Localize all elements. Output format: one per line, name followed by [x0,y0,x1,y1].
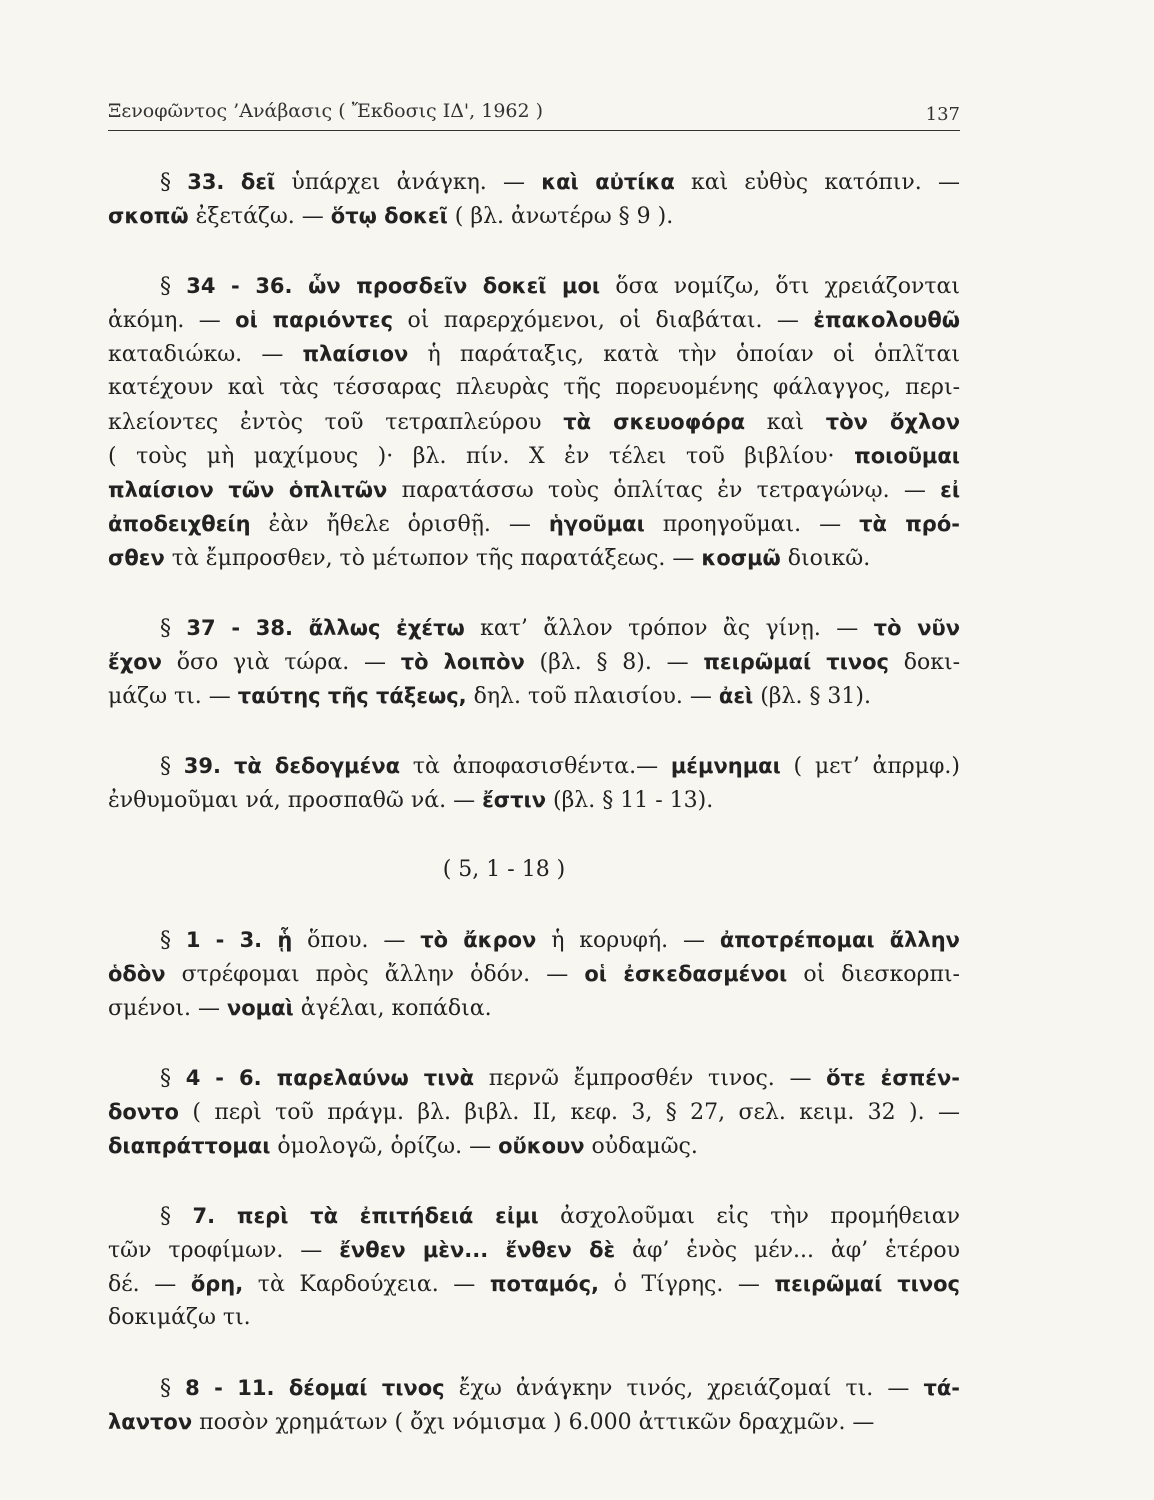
gloss-text: ἀσχολοῦμαι εἰς τὴν προμήθειαν [538,1204,961,1229]
lemma-bold: ὅτῳ δοκεῖ [330,204,448,228]
page-number: 137 [925,104,960,125]
gloss-text: ἀφ’ ἑνὸς μέν... ἀφ’ ἑτέρου [615,1238,960,1263]
gloss-text: ὑπάρχει ἀνάγκη. — [275,170,542,195]
gloss-text: ἀκόμη. — [108,308,236,333]
text-line [108,679,960,713]
gloss-text: ὅσα νομίζω, ὅτι χρειάζονται [600,274,960,299]
text-line [108,405,960,439]
text-line [108,1233,960,1267]
gloss-text: ἀγέλαι, κοπάδια. [293,996,492,1021]
gloss-text: τὰ ἀποφασισθέντα.— [400,754,671,779]
lemma-bold: ἐπακολουθῶ [813,308,960,332]
lemma-bold: 34 - 36. ὧν προσδεῖν δοκεῖ μοι [186,274,601,298]
lemma-bold: σθεν [108,546,165,570]
lemma-bold: ἀποτρέπομαι ἄλλην [719,928,960,952]
lemma-bold: ἀποδειχθείη [108,512,251,536]
gloss-text: § [160,928,186,953]
text-line [108,1301,960,1335]
gloss-text: μάζω τι. — [108,684,238,709]
gloss-text: ( περὶ τοῦ πράγμ. βλ. βιβλ. ΙΙ, κεφ. 3, § 27, σελ. κειμ. 32 ). — [179,1100,960,1125]
lemma-bold: διαπράττομαι [108,1134,271,1158]
lemma-bold: τὸ λοιπὸν [400,650,525,674]
paragraph [108,1199,960,1335]
lemma-bold: τὰ πρό- [859,512,960,536]
paragraph [108,1061,960,1163]
running-header [108,96,960,131]
paragraph [108,1371,960,1439]
lemma-bold: ἀεὶ [718,684,754,708]
lemma-bold: πλαίσιον τῶν ὁπλιτῶν [108,478,388,502]
gloss-text: δοκιμάζω τι. [108,1305,251,1330]
paragraph [108,923,960,1025]
lemma-bold: ποταμός, [489,1272,600,1296]
gloss-text: παρατάσσω τοὺς ὁπλίτας ἐν τετραγώνῳ. — [387,478,941,503]
gloss-text: προηγοῦμαι. — [644,512,860,537]
page-body [108,165,960,1475]
text-line [108,439,960,473]
lemma-bold: 37 - 38. ἄλλως ἐχέτω [186,616,465,640]
gloss-text: οἱ παρερχόμενοι, οἱ διαβάται. — [393,308,814,333]
gloss-text: § [160,1066,186,1091]
gloss-text: ( βλ. ἀνωτέρω § 9 ). [447,204,674,229]
gloss-text: § [160,274,187,299]
text-line [108,1267,960,1301]
lemma-bold: ὁδὸν [108,962,166,986]
text-line [108,1405,960,1439]
lemma-bold: κοσμῶ [701,546,781,570]
lemma-bold: οὔκουν [498,1134,585,1158]
gloss-text: κατέχουν καὶ τὰς τέσσαρας πλευρὰς τῆς πορευομένης φάλαγγος, περι- [108,375,960,400]
gloss-text: καὶ [745,410,826,435]
gloss-text: § [160,616,187,641]
lemma-bold: πειρῶμαί τινος [774,1272,960,1296]
lemma-bold: ὅτε ἐσπέν- [826,1066,961,1090]
text-line [108,1129,960,1163]
gloss-text: στρέφομαι πρὸς ἄλλην ὁδόν. — [165,962,585,987]
gloss-text: ἐξετάζω. — [188,204,331,229]
text-line [108,199,960,233]
section-heading: ( 5, 1 - 18 ) [442,857,566,882]
lemma-bold: δοντο [108,1100,179,1124]
text-line [108,957,960,991]
lemma-bold: τὸ ἄκρον [420,928,537,952]
lemma-bold: 4 - 6. παρελαύνω τινὰ [185,1066,475,1090]
lemma-bold: 33. δεῖ [187,170,276,194]
gloss-text: καὶ εὐθὺς κατόπιν. — [674,170,961,195]
text-line [108,611,960,645]
lemma-bold: ἔχον [108,650,162,674]
gloss-text: κατ’ ἄλλον τρόπον ἂς γίνῃ. — [464,616,874,641]
gloss-text: ἔχω ἀνάγκην τινός, χρειάζομαί τι. — [444,1376,924,1401]
text-line [108,1199,960,1233]
gloss-text: ἡ κορυφή. — [536,928,720,953]
gloss-text: καταδιώκω. — [108,342,303,367]
gloss-text: ἡ παράταξις, κατὰ τὴν ὁποίαν οἱ ὁπλῖται [408,342,960,367]
text-line [108,303,960,337]
gloss-text: τῶν τροφίμων. — [108,1238,340,1263]
text-line [108,541,960,575]
lemma-bold: λαντον [108,1410,193,1434]
paragraph [108,269,960,575]
header-title: Ξενοφῶντος ’Ανάβασις ( Ἔκδοσις ΙΔ', 1962 ) [108,100,544,122]
commentary-block-2 [108,923,960,1475]
gloss-text: ὅπου. — [292,928,421,953]
paragraph [108,749,960,817]
lemma-bold: τὸν ὄχλον [825,410,961,434]
text-line [108,1095,960,1129]
gloss-text: ὁμολογῶ, ὁρίζω. — [270,1134,499,1159]
lemma-bold: ἔνθεν μὲν... ἔνθεν δὲ [339,1238,616,1262]
lemma-bold: σκοπῶ [108,204,189,228]
lemma-bold: ὄρη, [190,1272,244,1296]
gloss-text: § [160,170,188,195]
text-line [108,165,960,199]
gloss-text: § [160,1376,186,1401]
gloss-text: (βλ. § 31). [753,684,872,709]
gloss-text: ἐὰν ἤθελε ὁρισθῇ. — [250,512,549,537]
text-line [108,507,960,541]
text-line [108,645,960,679]
text-line [108,991,960,1025]
gloss-text: ( τοὺς μὴ μαχίμους )· βλ. πίν. Χ ἐν τέλει τοῦ βιβλίου· [108,444,855,469]
gloss-text: σμένοι. — [108,996,227,1021]
text-line [108,1371,960,1405]
gloss-text: δέ. — [108,1272,191,1297]
lemma-bold: τά- [923,1376,960,1400]
gloss-text: δηλ. τοῦ πλαισίου. — [466,684,719,709]
lemma-bold: πειρῶμαί τινος [703,650,889,674]
lemma-bold: οἱ παριόντες [235,308,394,332]
lemma-bold: πλαίσιον [302,342,409,366]
lemma-bold: οἱ ἐσκεδασμένοι [584,962,788,986]
gloss-text: οὐδαμῶς. [584,1134,698,1159]
gloss-text: ( μετ’ ἀπρμφ.) [780,754,960,779]
gloss-text: τὰ Καρδούχεια. — [243,1272,490,1297]
lemma-bold: νομαὶ [226,996,294,1020]
lemma-bold: ἔστιν [482,788,547,812]
text-line [108,923,960,957]
lemma-bold: ποιοῦμαι [854,444,960,468]
gloss-text: ὅσο γιὰ τώρα. — [161,650,401,675]
text-line [108,1061,960,1095]
commentary-block-1 [108,165,960,853]
gloss-text: § [160,1204,193,1229]
gloss-text: οἱ διεσκορπι- [787,962,960,987]
lemma-bold: 7. περὶ τὰ ἐπιτήδειά εἰμι [192,1204,539,1228]
lemma-bold: 1 - 3. ᾗ [185,928,293,952]
text-line [108,371,960,405]
gloss-text: ὁ Τίγρης. — [599,1272,775,1297]
gloss-text: δοκι- [888,650,961,675]
lemma-bold: μέμνημαι [670,754,781,778]
gloss-text: τὰ ἔμπροσθεν, τὸ μέτωπον τῆς παρατάξεως. — [164,546,702,571]
lemma-bold: 8 - 11. δέομαί τινος [185,1376,445,1400]
gloss-text: περνῶ ἔμπροσθέν τινος. — [474,1066,827,1091]
text-line [108,337,960,371]
gloss-text: § [160,754,184,779]
text-line [108,749,960,783]
text-line [108,473,960,507]
lemma-bold: τὰ σκευοφόρα [563,410,746,434]
gloss-text: ποσὸν χρημάτων ( ὄχι νόμισμα ) 6.000 ἀττικῶν δραχμῶν. — [192,1410,875,1435]
text-line [108,269,960,303]
paragraph [108,611,960,713]
gloss-text: (βλ. § 8). — [524,650,704,675]
lemma-bold: εἰ [940,478,960,502]
gloss-text: διοικῶ. [780,546,871,571]
lemma-bold: ταύτης τῆς τάξεως, [237,684,467,708]
paragraph [108,165,960,233]
lemma-bold: τὸ νῦν [873,616,961,640]
gloss-text: (βλ. § 11 - 13). [546,788,714,813]
gloss-text: ἐνθυμοῦμαι νά, προσπαθῶ νά. — [108,788,483,813]
lemma-bold: ἡγοῦμαι [548,512,645,536]
gloss-text: κλείοντες ἐντὸς τοῦ τετραπλεύρου [108,410,564,435]
lemma-bold: καὶ αὐτίκα [541,170,675,194]
lemma-bold: 39. τὰ δεδογμένα [183,754,401,778]
text-line [108,783,960,817]
